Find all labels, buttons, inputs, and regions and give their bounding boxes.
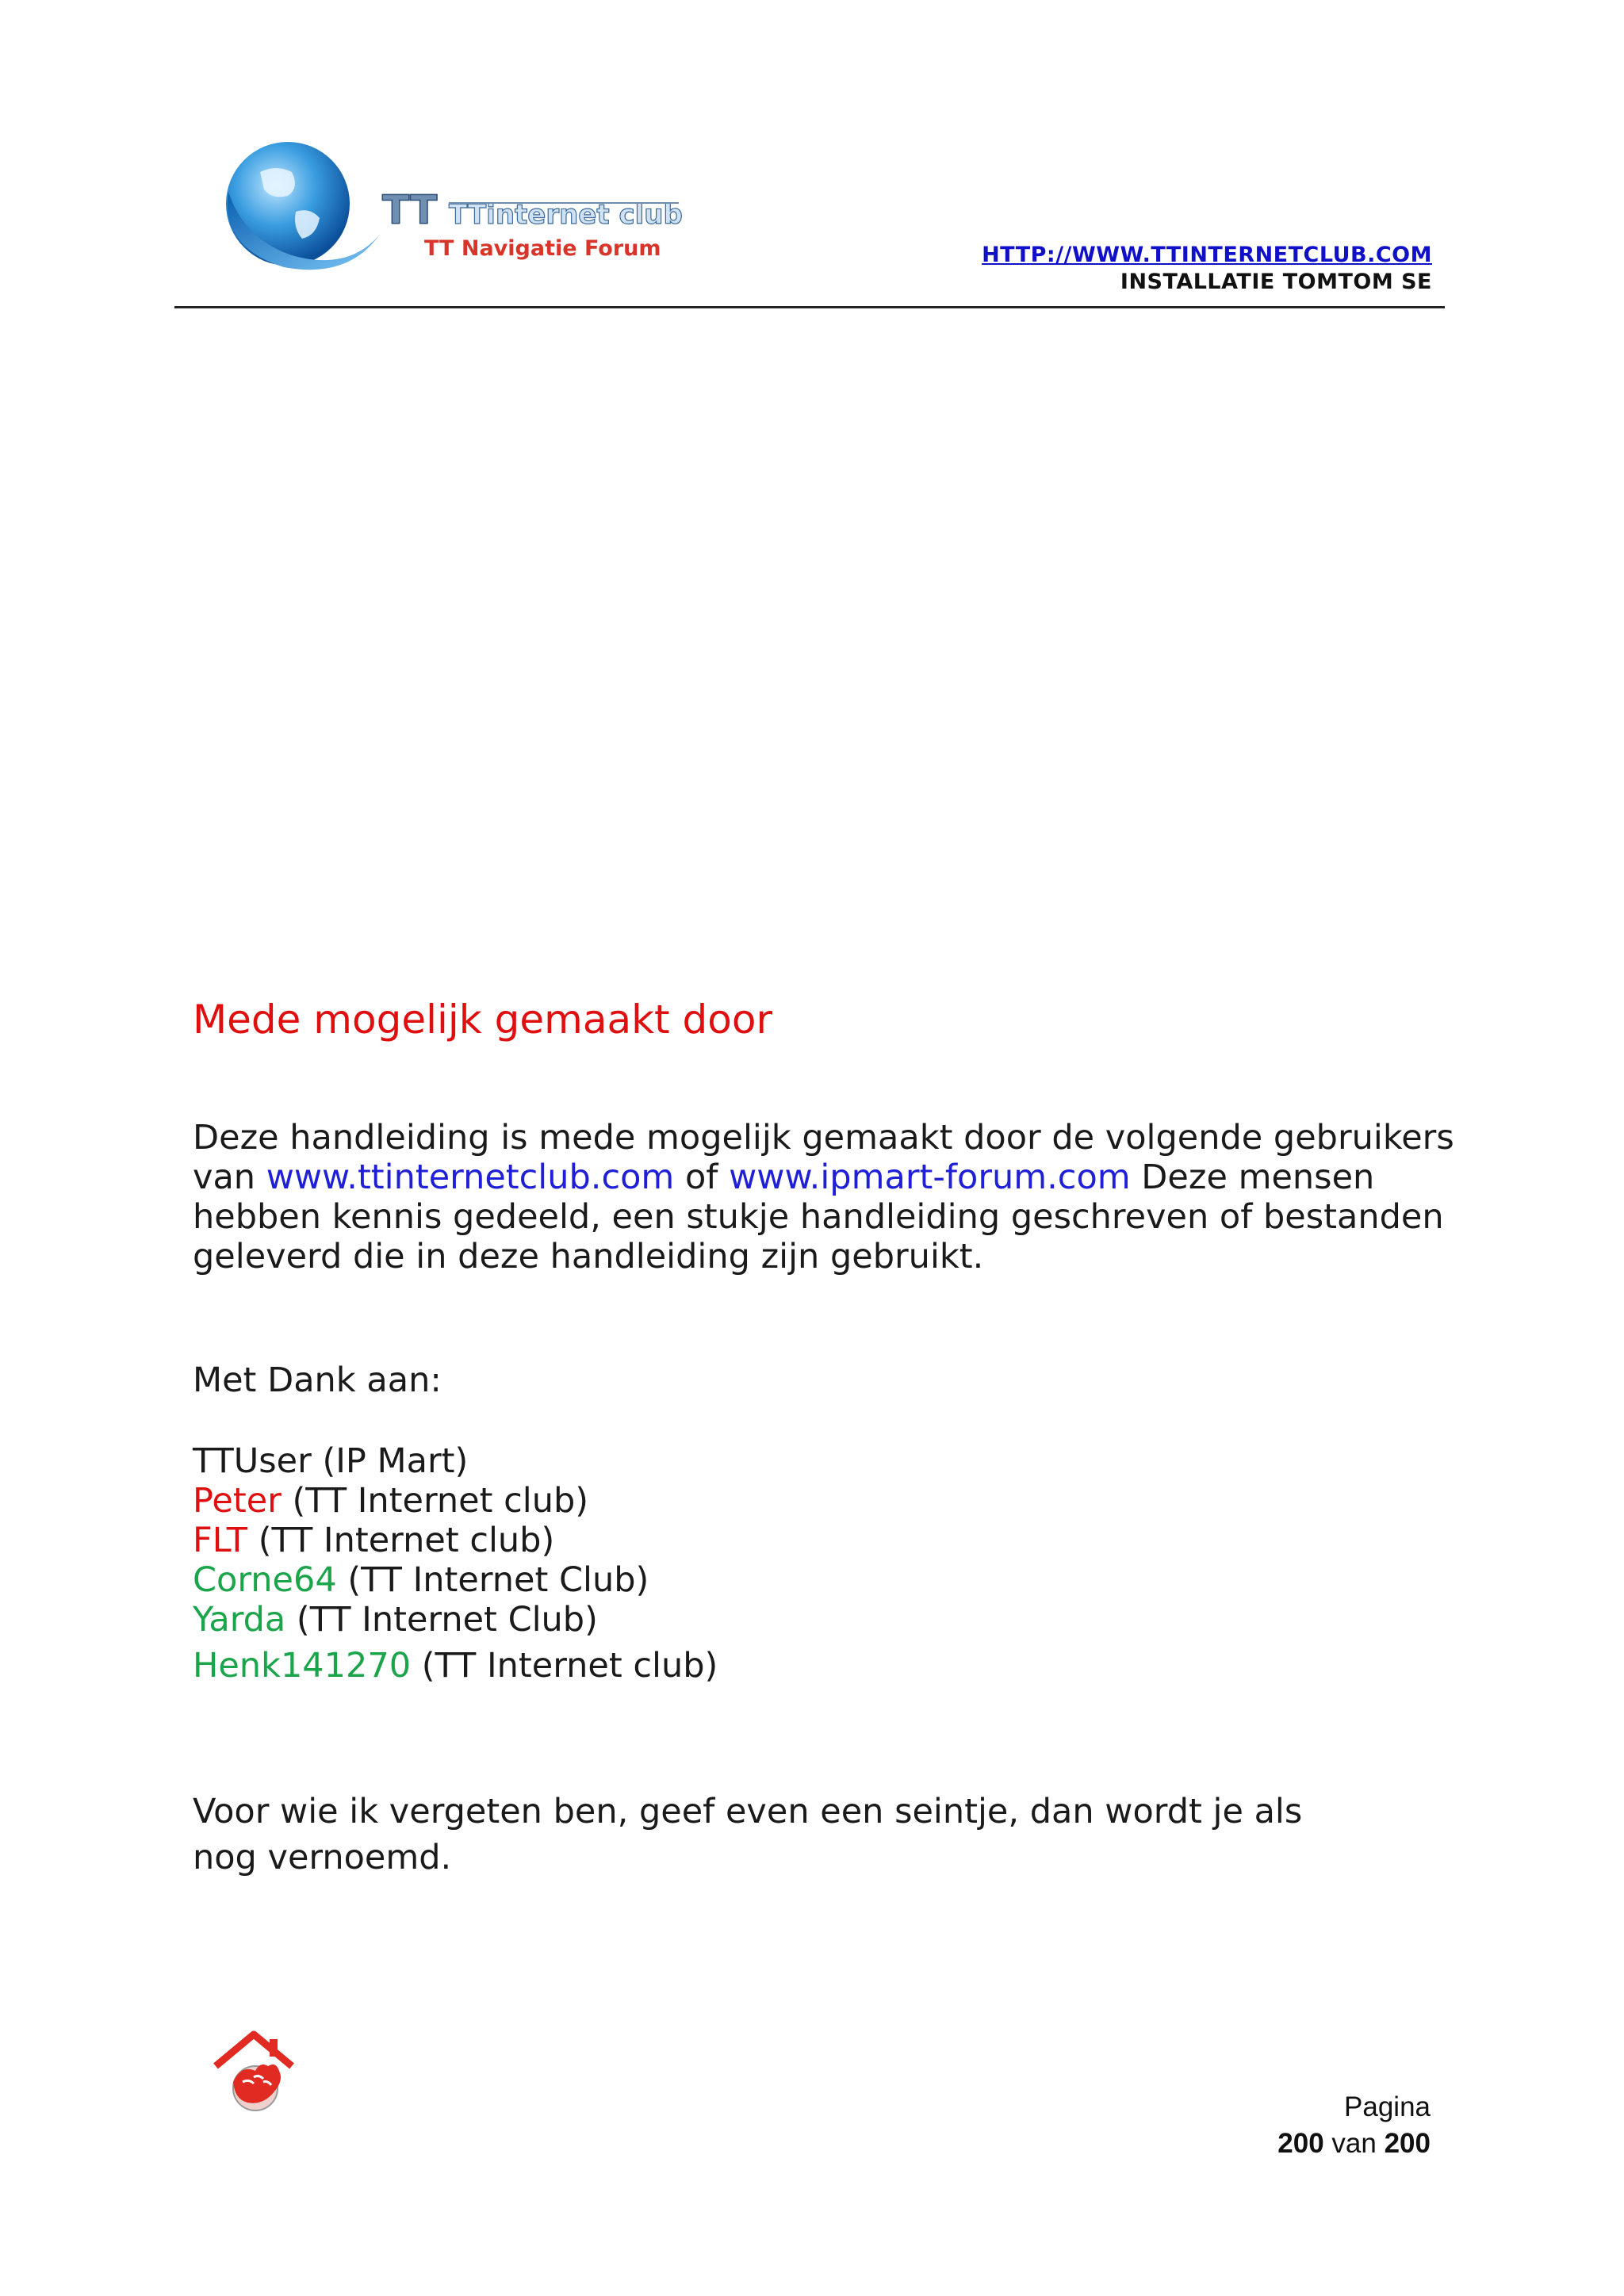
- contributor-name: Henk141270: [193, 1646, 412, 1686]
- list-item: [193, 1646, 1461, 1686]
- contributor-name: Peter: [193, 1481, 282, 1521]
- intro-paragraph: [193, 1118, 1461, 1276]
- header-divider: [174, 306, 1445, 308]
- ttinternetclub-link[interactable]: www.ttinternetclub.com: [266, 1158, 675, 1197]
- thanks-label: Met Dank aan:: [193, 1360, 442, 1400]
- page-total: 200: [1384, 2128, 1431, 2159]
- intro-text-3: Deze mensen hebben kennis gedeeld, een stukje handleiding geschreven of bestanden geleverd die in deze handleiding zijn gebruikt.: [193, 1158, 1444, 1276]
- logo-subtitle: TT Navigatie Forum: [424, 236, 661, 261]
- document-title: INSTALLATIE TOMTOM SE: [1120, 270, 1432, 294]
- header-url-link[interactable]: HTTP://WWW.TTINTERNETCLUB.COM: [982, 243, 1432, 267]
- ipmart-forum-link[interactable]: www.ipmart-forum.com: [729, 1158, 1131, 1197]
- intro-text-2: of: [674, 1158, 730, 1197]
- contributor-affiliation: (TT Internet Club): [336, 1560, 649, 1600]
- page-separator: van: [1323, 2128, 1385, 2159]
- list-item: [193, 1521, 1461, 1560]
- section-title: Mede mogelijk gemaakt door: [193, 997, 773, 1043]
- contributor-name: Yarda: [193, 1600, 286, 1640]
- page-label: Pagina: [1344, 2091, 1431, 2122]
- contributor-list: [193, 1441, 1461, 1686]
- closing-paragraph: Voor wie ik vergeten ben, geef even een seintje, dan wordt je als nog vernoemd.: [193, 1792, 1303, 1877]
- contributor-name: FLT: [193, 1521, 248, 1560]
- contributor-affiliation: (TT Internet club): [247, 1521, 555, 1560]
- contributor-name: TTUser: [193, 1441, 312, 1481]
- logo-wordmark: [381, 187, 682, 235]
- contributor-affiliation: (TT Internet Club): [285, 1600, 598, 1640]
- home-hand-icon: [208, 2026, 300, 2118]
- svg-text:TT: TT: [382, 187, 438, 233]
- contributor-name: Corne64: [193, 1560, 337, 1600]
- page-number: [1277, 2128, 1431, 2160]
- contributor-affiliation: (TT Internet club): [411, 1646, 718, 1686]
- contributor-affiliation: (IP Mart): [311, 1441, 469, 1481]
- list-item: [193, 1560, 1461, 1600]
- list-item: [193, 1441, 1461, 1481]
- intro-text-1: Deze handleiding is mede mogelijk gemaakt door de volgende gebruikers van: [193, 1118, 1454, 1197]
- contributor-affiliation: (TT Internet club): [281, 1481, 589, 1521]
- list-item: [193, 1600, 1461, 1640]
- page-current: 200: [1277, 2128, 1324, 2159]
- list-item: [193, 1481, 1461, 1521]
- logo-title-text: TTinternet club: [449, 199, 682, 231]
